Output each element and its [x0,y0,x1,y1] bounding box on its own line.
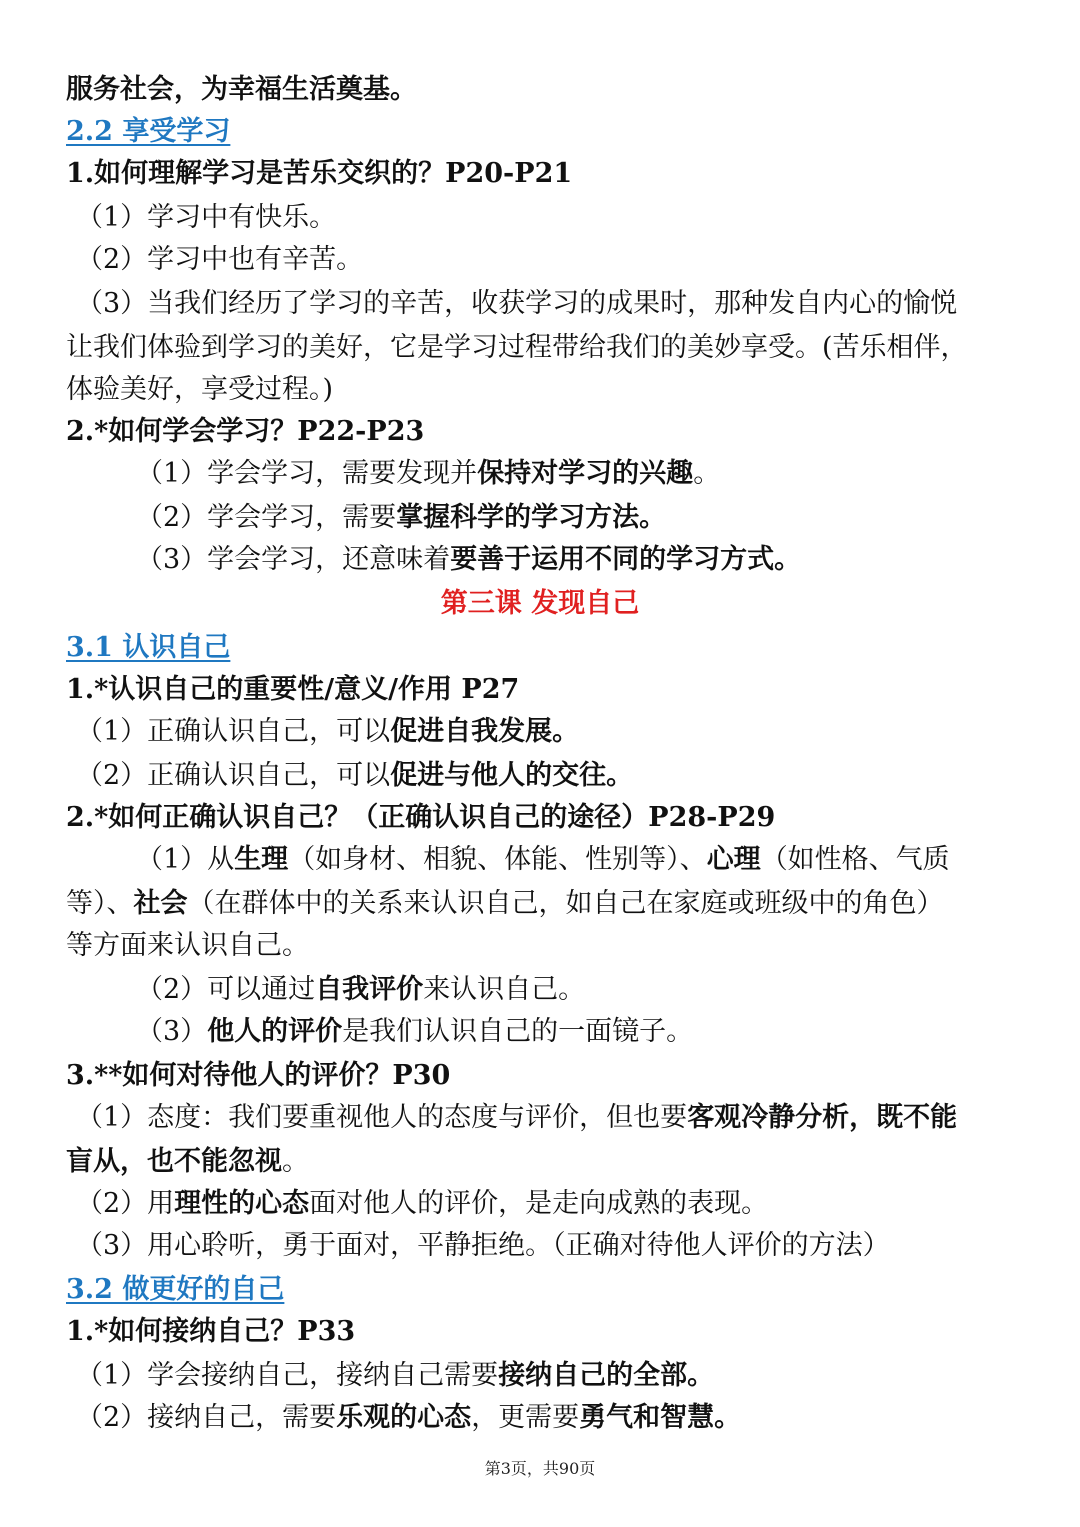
text-line [76,710,1020,753]
section-heading [66,110,1020,153]
question-heading [66,410,1020,453]
text-line [136,1010,1020,1053]
bold-text: 客观冷静分析，既不能 [687,1102,958,1133]
bold-text: 心理 [706,844,761,875]
text-line [136,452,1020,495]
section-heading [66,626,1020,669]
text-segment: （2）接纳自己，需要 [76,1402,337,1433]
text-line [66,924,1020,967]
text-segment: （3）用心聆听，勇于面对，平静拒绝。（正确对待他人评价的方法） [76,1230,890,1261]
text-line [76,1182,1020,1225]
text-segment: （2）学会学习，需要 [136,502,397,533]
text-segment: （1）从 [136,844,235,875]
text-segment: 体验美好，享受过程。) [66,374,334,405]
text-segment: 让我们体验到学习的美好，它是学习过程带给我们的美妙享受。(苦乐相伴， [66,332,968,363]
text-line [136,496,1020,539]
question-heading [66,668,1020,711]
lesson-title [0,582,1080,625]
text-segment: （如身材、相貌、体能、性别等）、 [288,844,707,875]
text-segment: （如性格、气质 [760,844,950,875]
bold-text: 生理 [234,844,289,875]
question-heading [66,152,1020,195]
text-line [66,326,1020,369]
text-line [76,196,1020,239]
text-segment: （3）当我们经历了学习的辛苦，收获学习的成果时，那种发自内心的愉悦 [76,288,958,319]
text-segment: （3） [136,1016,208,1047]
bold-text: 要善于运用不同的学习方式。 [450,544,802,575]
text-line [66,882,1020,925]
bold-text: 接纳自己的全部。 [498,1360,715,1391]
text-segment: （在群体中的关系来认识自己，如自己在家庭或班级中的角色） [187,888,944,919]
text-segment: 面对他人的评价，是走向成熟的表现。 [309,1188,769,1219]
question-heading [66,1310,1020,1353]
text-line [136,968,1020,1011]
text-segment: （1）正确认识自己，可以 [76,716,391,747]
text-line [76,1096,1020,1139]
text-segment: （1）态度：我们要重视他人的态度与评价，但也要 [76,1102,688,1133]
text-segment: ，更需要 [471,1402,580,1433]
page-footer: 第3页，共90页 [484,1459,596,1478]
bold-text: 1.*如何接纳自己？P33 [66,1316,356,1347]
question-heading [66,1054,1020,1097]
bold-text: 盲从，也不能忽视 [66,1146,282,1177]
bold-text: 自我评价 [315,974,424,1005]
bold-text: 服务社会，为幸福生活奠基。 [66,74,417,105]
section-heading [66,1268,1020,1311]
bold-text: 2.*如何正确认识自己？（正确认识自己的途径）P28-P29 [66,802,776,833]
text-line [76,282,1020,325]
text-segment: （1）学会接纳自己，接纳自己需要 [76,1360,499,1391]
bold-text: 2.*如何学会学习？P22-P23 [66,416,425,447]
text-segment: 等方面来认识自己。 [66,930,309,961]
bold-text: 1.*认识自己的重要性/意义/作用 P27 [66,674,520,705]
text-segment: 等）、 [66,888,134,919]
bold-text: 促进自我发展。 [390,716,580,747]
bold-text: 理性的心态 [174,1188,310,1219]
text-segment: 。 [693,458,721,489]
bold-text: 促进与他人的交往。 [390,760,634,791]
text-segment: 来认识自己。 [423,974,586,1005]
text-line [76,754,1020,797]
text-segment: 2.2 享受学习 [66,116,231,147]
question-heading [66,68,1020,111]
text-line [66,1140,1020,1183]
bold-text: 1.如何理解学习是苦乐交织的？P20-P21 [66,158,573,189]
text-segment: 是我们认识自己的一面镜子。 [342,1016,694,1047]
text-segment: 3.2 做更好的自己 [66,1274,285,1305]
text-segment: （1）学会学习，需要发现并 [136,458,478,489]
text-line [136,838,1020,881]
bold-text: 3.**如何对待他人的评价？P30 [66,1060,451,1091]
text-segment: 第三课 发现自己 [440,588,640,619]
bold-text: 乐观的心态 [336,1402,472,1433]
text-segment: （2）学习中也有辛苦。 [76,244,364,275]
bold-text: 社会 [133,888,188,919]
text-line [136,538,1020,581]
bold-text: 勇气和智慧。 [579,1402,742,1433]
text-segment: （2）正确认识自己，可以 [76,760,391,791]
bold-text: 掌握科学的学习方法。 [396,502,667,533]
text-segment: （3）学会学习，还意味着 [136,544,451,575]
question-heading [66,796,1020,839]
bold-text: 他人的评价 [207,1016,343,1047]
text-segment: 3.1 认识自己 [66,632,231,663]
text-line [76,1224,1020,1267]
text-line [76,1354,1020,1397]
bold-text: 保持对学习的兴趣 [477,458,694,489]
text-segment: （2）用 [76,1188,175,1219]
text-segment: 。 [282,1146,309,1177]
text-line [66,368,1020,411]
text-line [76,238,1020,281]
text-line [76,1396,1020,1439]
text-segment: （2）可以通过 [136,974,316,1005]
text-segment: （1）学习中有快乐。 [76,202,337,233]
